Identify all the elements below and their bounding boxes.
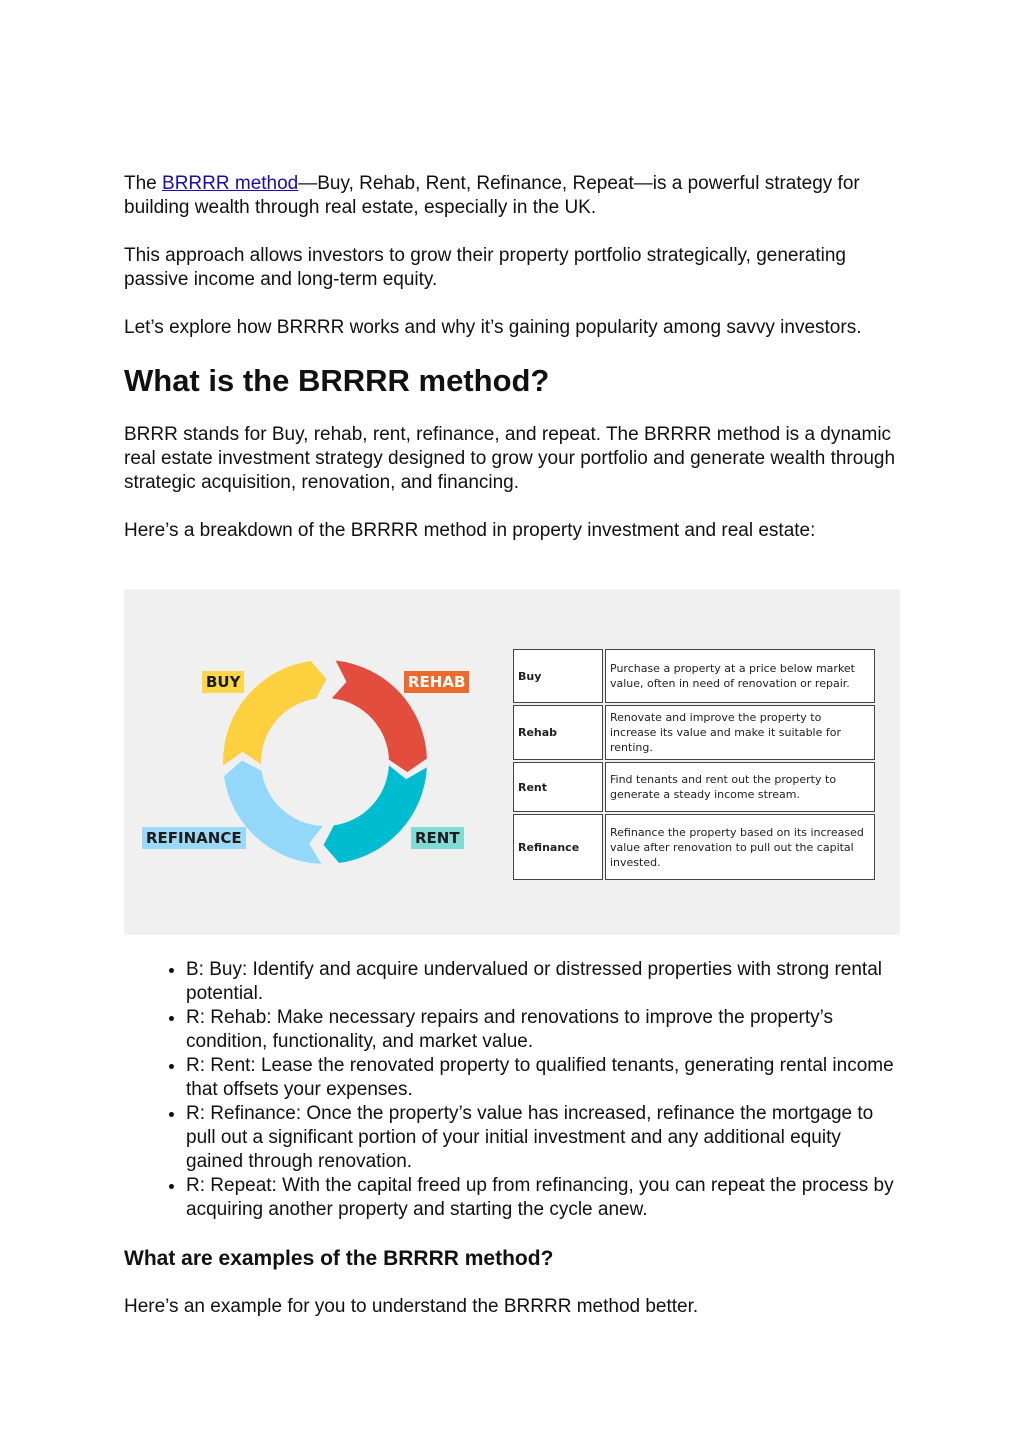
examples-intro: Here’s an example for you to understand the BRRRR method better.: [124, 1296, 699, 1317]
section-heading-what-is: What is the BRRRR method?: [124, 363, 550, 398]
refinance-label: REFINANCE: [142, 827, 246, 849]
step-name: Refinance: [513, 814, 603, 880]
steps-table: [511, 647, 877, 882]
step-description: Find tenants and rent out the property to generate a steady income stream.: [605, 762, 875, 812]
brrrr-steps-list: [124, 958, 900, 1222]
step-description: Renovate and improve the property to increase its value and make it suitable for renting.: [605, 705, 875, 760]
article-body: [124, 172, 900, 543]
step-name: Rehab: [513, 705, 603, 760]
step-name: Rent: [513, 762, 603, 812]
intro-paragraph-1: [124, 172, 900, 220]
intro-paragraph-3: Let’s explore how BRRRR works and why it’s gaining popularity among savvy investors.: [124, 317, 862, 338]
brrrr-method-link[interactable]: BRRRR method: [162, 173, 299, 194]
cycle-svg: [124, 589, 514, 935]
table-row: [513, 649, 875, 703]
brrrr-cycle-diagram: [124, 589, 514, 935]
intro-suffix: —Buy, Rehab, Rent, Refinance, Repeat—is a powerful strategy for building wealth through real estate, especially in the UK.: [124, 173, 860, 218]
table-row: [513, 814, 875, 880]
rent-label: RENT: [411, 827, 464, 849]
brrrr-figure: [124, 589, 900, 935]
list-item: • R: Repeat: With the capital freed up from refinancing, you can repeat the process by acquiring another property and starting the cycle anew.: [186, 1174, 900, 1222]
article-body-continued: [124, 958, 900, 1319]
table-row: [513, 705, 875, 760]
definition-paragraph: BRRR stands for Buy, rehab, rent, refinance, and repeat. The BRRRR method is a dynamic real estate investment strategy designed to grow your portfolio and generate wealth through strategic acquisition, renovation, and financing.: [124, 424, 896, 493]
list-item: • R: Rehab: Make necessary repairs and renovations to improve the property’s condition, functionality, and market value.: [186, 1006, 900, 1054]
buy-label: BUY: [202, 671, 244, 693]
section-heading-examples: What are examples of the BRRRR method?: [124, 1247, 554, 1270]
list-item: • B: Buy: Identify and acquire undervalued or distressed properties with strong rental potential.: [186, 958, 900, 1006]
rehab-label: REHAB: [404, 671, 469, 693]
list-item: • R: Refinance: Once the property’s value has increased, refinance the mortgage to pull out a significant portion of your initial investment and any additional equity gained through renovation.: [186, 1102, 900, 1174]
list-item: • R: Rent: Lease the renovated property to qualified tenants, generating rental income that offsets your expenses.: [186, 1054, 900, 1102]
intro-paragraph-2: This approach allows investors to grow their property portfolio strategically, generating passive income and long-term equity.: [124, 245, 846, 290]
step-description: Purchase a property at a price below market value, often in need of renovation or repair.: [605, 649, 875, 703]
step-description: Refinance the property based on its increased value after renovation to pull out the capital invested.: [605, 814, 875, 880]
breakdown-intro: Here’s a breakdown of the BRRRR method in property investment and real estate:: [124, 520, 816, 541]
intro-prefix: The: [124, 173, 163, 194]
step-name: Buy: [513, 649, 603, 703]
table-row: [513, 762, 875, 812]
